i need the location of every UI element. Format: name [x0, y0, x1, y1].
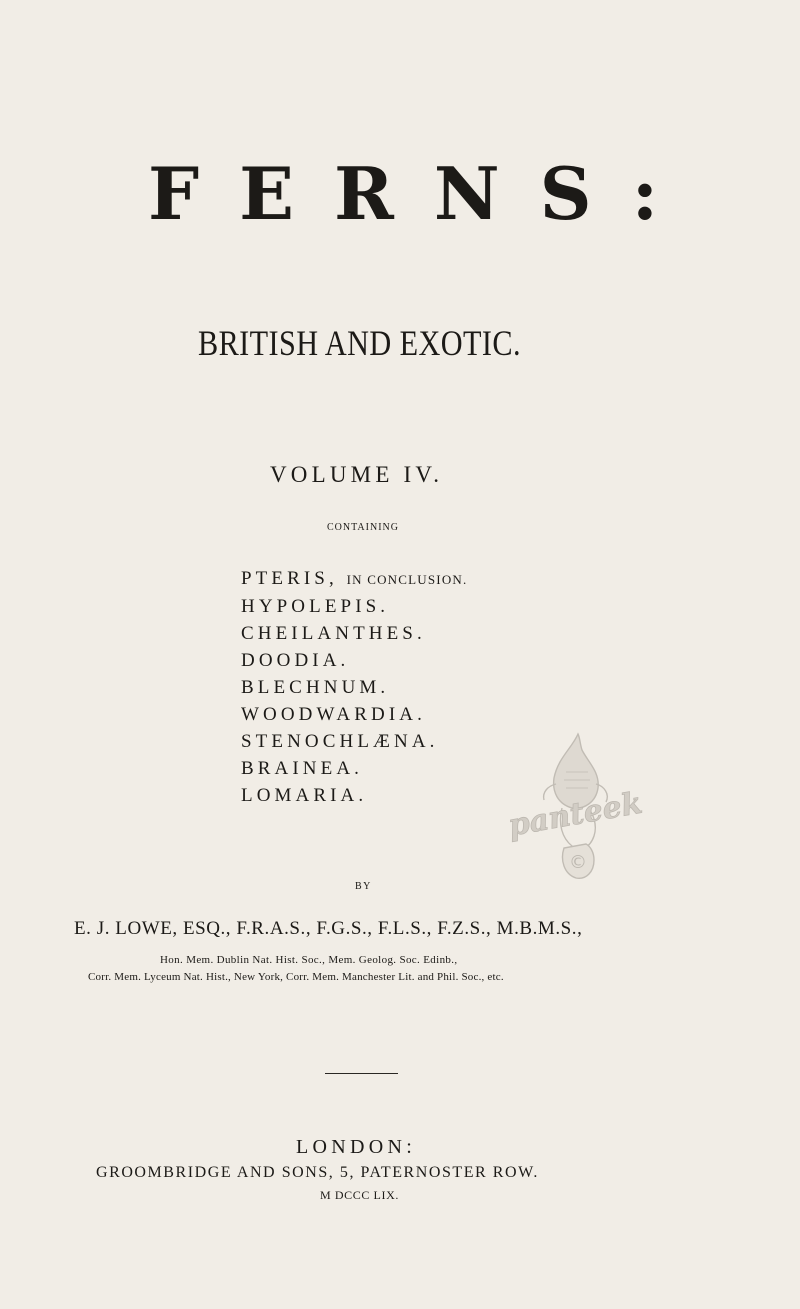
genus-name: CHEILANTHES.	[241, 623, 426, 644]
containing-label: CONTAINING	[327, 522, 399, 533]
genus-name: WOODWARDIA.	[241, 704, 426, 725]
author-honors-line-2: Corr. Mem. Lyceum Nat. Hist., New York, Corr. Mem. Manchester Lit. and Phil. Soc., etc.	[88, 971, 504, 983]
list-item	[241, 782, 467, 809]
genus-note: IN CONCLUSION.	[346, 572, 468, 587]
list-item	[241, 701, 467, 728]
genus-name: BLECHNUM.	[241, 677, 390, 698]
imprint-year: M DCCC LIX.	[320, 1188, 399, 1202]
genus-name: PTERIS,	[241, 568, 338, 589]
list-item	[241, 755, 467, 782]
volume-number: VOLUME IV.	[270, 462, 444, 487]
author-line: E. J. LOWE, ESQ., F.R.A.S., F.G.S., F.L.S., F.Z.S., M.B.M.S.,	[74, 918, 583, 939]
watermark	[492, 728, 662, 888]
genera-list	[241, 565, 467, 809]
genus-name: HYPOLEPIS.	[241, 596, 390, 617]
list-item	[241, 565, 467, 593]
by-label: BY	[355, 881, 372, 892]
genus-name: DOODIA.	[241, 650, 350, 671]
divider-rule	[325, 1073, 398, 1074]
list-item	[241, 593, 467, 620]
book-title: FERNS:	[148, 151, 699, 236]
book-subtitle: BRITISH AND EXOTIC.	[198, 323, 521, 363]
genus-name: STENOCHLÆNA.	[241, 731, 439, 752]
copyright-symbol: ©	[569, 852, 587, 873]
list-item	[241, 620, 467, 647]
watermark-text: panteek	[505, 785, 645, 844]
list-item	[241, 647, 467, 674]
list-item	[241, 674, 467, 701]
author-honors-line-1: Hon. Mem. Dublin Nat. Hist. Soc., Mem. Geolog. Soc. Edinb.,	[160, 954, 458, 966]
imprint-city: LONDON:	[296, 1136, 417, 1158]
genus-name: BRAINEA.	[241, 758, 363, 779]
imprint-publisher: GROOMBRIDGE AND SONS, 5, PATERNOSTER ROW.	[96, 1164, 539, 1181]
list-item	[241, 728, 467, 755]
genus-name: LOMARIA.	[241, 785, 368, 806]
